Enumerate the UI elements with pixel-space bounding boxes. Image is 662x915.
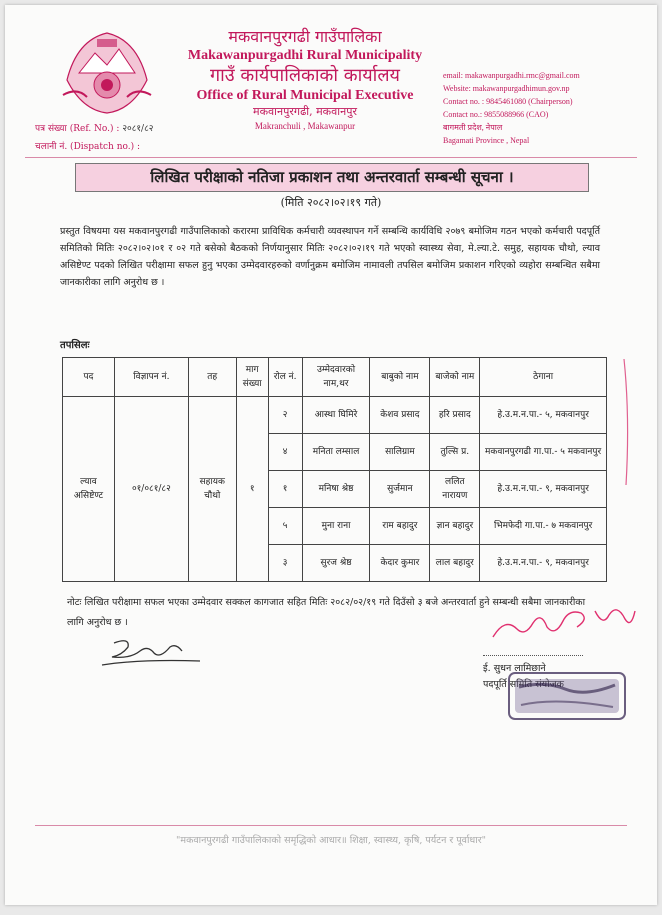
signature-icon [485, 597, 645, 647]
cell-roll: ४ [268, 434, 302, 471]
location-en: Makranchuli , Makawanpur [254, 121, 356, 131]
cell-address: हे.उ.म.न.पा.- ९, मकवानपुर [480, 471, 607, 508]
office-name-np: गाउँ कार्यपालिकाको कार्यालय [210, 65, 400, 86]
contact-website: Website: makawanpurgadhimun.gov.np [443, 84, 570, 93]
ref-label: पत्र संख्या (Ref. No.) : [35, 124, 120, 134]
letterhead [155, 27, 455, 131]
cell-father: केदार कुमार [370, 545, 430, 582]
province-en: Bagamati Province , Nepal [443, 136, 530, 145]
footer-divider [35, 825, 627, 826]
cell-father: केशव प्रसाद [370, 397, 430, 434]
cell-level: सहायक चौथो [188, 397, 236, 582]
contact-block [443, 69, 580, 147]
cell-father: राम बहादुर [370, 508, 430, 545]
municipality-name-np: मकवानपुरगढी गाउँपालिका [228, 27, 382, 46]
contact-chairperson: Contact no. : 9845461080 (Chairperson) [443, 97, 573, 106]
table-header-row [63, 358, 607, 397]
notice-body: प्रस्तुत विषयमा यस मकवानपुरगढी गाउँपालिकाको करारमा प्राविधिक कर्मचारी व्यवस्थापन गर्ने सम्बन्धि कार्यविधि २०७९ बमोजिम गठन भएको कर्मचारी पदपूर्ति समितिको मितिः २०८२।०२।०१ र ०२ गते बसेको बैठकको निर्णयानुसार मितिः २०८२।०२।१९ गते भएको स्वास्थ्य सेवा, मे.ल्या.टे. समुह, सहायक चौथो, ल्याव असिष्टेण्ट पदको लिखित परीक्षामा सफल हुनु भएका उम्मेदवारहरुको वर्णानुक्रम बमोजिम नामावली तपसिल बमोजिम प्रकाशन गरिएको व्यहोरा सम्बन्धित सबैमा जानकारीका लागि अनुरोध छ । [60, 226, 600, 288]
col-header-level: तह [188, 358, 236, 397]
cell-name: सुरज श्रेष्ठ [302, 545, 370, 582]
cell-name: आस्था घिमिरे [302, 397, 370, 434]
cell-address: मकवानपुरगढी गा.पा.- ५ मकवानपुर [480, 434, 607, 471]
ref-value: २०८१/८२ [122, 124, 154, 134]
contact-cao: Contact no.: 9855088966 (CAO) [443, 110, 549, 119]
cell-address: भिमफेदी गा.पा.- ७ मकवानपुर [480, 508, 607, 545]
footer-slogan: "मकवानपुरगढी गाउँपालिकाको समृद्धिको आधार॥ शिक्षा, स्वास्थ्य, कृषि, पर्यटन र पूर्वाधार" [176, 835, 486, 846]
cell-father: सुर्जमान [370, 471, 430, 508]
cell-address: हे.उ.म.न.पा.- ५, मकवानपुर [480, 397, 607, 434]
col-header-roll: रोल नं. [268, 358, 302, 397]
details-label: तपसिलः [60, 340, 90, 351]
cell-grandfather: लाल बहादुर [430, 545, 480, 582]
col-header-father: बाबुको नाम [370, 358, 430, 397]
table-row [63, 397, 607, 434]
col-header-demand: माग संख्या [236, 358, 268, 397]
signature-scribble-icon [100, 633, 210, 673]
dispatch-label: चलानी नं. (Dispatch no.) : [35, 142, 141, 152]
cell-ad-no: ०१/०८१/८२ [114, 397, 188, 582]
col-header-grandfather: बाजेको नाम [430, 358, 480, 397]
cell-name: मनिता लम्साल [302, 434, 370, 471]
municipality-emblem-icon [57, 25, 157, 117]
reference-block [35, 120, 153, 156]
official-stamp-icon [505, 667, 630, 725]
cell-address: हे.उ.म.न.पा.- ९, मकवानपुर [480, 545, 607, 582]
col-header-ad-no: विज्ञापन नं. [114, 358, 188, 397]
cell-grandfather: तुल्सि प्र. [430, 434, 480, 471]
cell-demand: १ [236, 397, 268, 582]
municipality-name-en: Makawanpurgadhi Rural Municipality [187, 48, 423, 63]
cell-grandfather: हरि प्रसाद [430, 397, 480, 434]
notice-title: लिखित परीक्षाको नतिजा प्रकाशन तथा अन्तरवार्ता सम्बन्धी सूचना । [75, 163, 589, 192]
col-header-name: उम्मेदवारको नाम,थर [302, 358, 370, 397]
margin-mark-icon [620, 357, 640, 487]
province-np: बागमती प्रदेश, नेपाल [443, 123, 503, 132]
col-header-post: पद [63, 358, 115, 397]
cell-roll: ३ [268, 545, 302, 582]
signature-line [483, 655, 583, 656]
cell-roll: २ [268, 397, 302, 434]
cell-grandfather: ज्ञान बहादुर [430, 508, 480, 545]
cell-name: मनिषा श्रेष्ठ [302, 471, 370, 508]
location-np: मकवानपुरगढी, मकवानपुर [253, 105, 357, 118]
signatory-name: ई. सुधन लामिछाने [483, 663, 546, 674]
results-table [62, 357, 607, 582]
notice-date: (मिति २०८२।०२।१९ गते) [280, 196, 382, 209]
notice-document [5, 5, 657, 905]
cell-name: मुना राना [302, 508, 370, 545]
cell-roll: ५ [268, 508, 302, 545]
cell-post: ल्याव असिष्टेण्ट [63, 397, 115, 582]
cell-roll: १ [268, 471, 302, 508]
header-divider [25, 157, 637, 158]
col-header-address: ठेगाना [480, 358, 607, 397]
note-text: नोटः लिखित परीक्षामा सफल भएका उम्मेदवार सक्कल कागजात सहित मितिः २०८२/०२/१९ गते दिउँसो ३ बजे अन्तरवार्ता हुने सम्बन्धी सबैमा जानकारीका लागि अनुरोध छ । [67, 597, 586, 628]
cell-grandfather: ललित नारायण [430, 471, 480, 508]
office-name-en: Office of Rural Municipal Executive [196, 88, 414, 103]
cell-father: सालिग्राम [370, 434, 430, 471]
signatory-title: पदपूर्ति समिति संयोजक [483, 679, 564, 690]
contact-email: email: makawanpurgadhi.rmc@gmail.com [443, 71, 580, 80]
